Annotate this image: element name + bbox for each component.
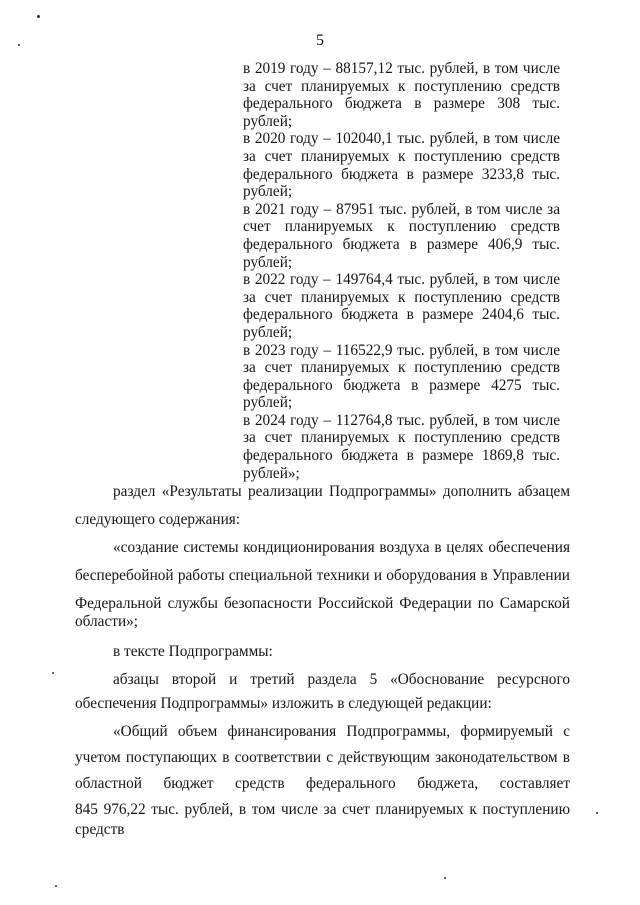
funding-line: в 2022 году – 149764,4 тыс. рублей, в том числе <box>243 271 560 289</box>
funding-line: за счет планируемых к поступлению средств <box>243 77 560 95</box>
paragraph-line: Федеральной службы безопасности Российской Федерации по Самарской <box>75 595 570 612</box>
funding-line: в 2023 году – 116522,9 тыс. рублей, в том числе <box>243 341 560 359</box>
funding-line: рублей; <box>243 183 293 201</box>
funding-line: в 2020 году – 102040,1 тыс. рублей, в том числе <box>243 130 560 148</box>
funding-line: в 2019 году – 88157,12 тыс. рублей, в том числе <box>243 60 560 77</box>
funding-line: федерального бюджета в размере 1869,8 тыс. <box>243 447 560 465</box>
paragraph-line: области»; <box>75 613 139 630</box>
paragraph-line: следующего содержания: <box>75 511 241 528</box>
funding-line: федерального бюджета в размере 2404,6 тыс. <box>243 306 560 324</box>
paragraph-line: 845 976,22 тыс. рублей, в том числе за счет планируемых к поступлению средств <box>75 801 570 838</box>
paragraph-line: учетом поступающих в соответствии с действующим законодательством в <box>75 749 570 766</box>
scan-speck <box>52 672 54 674</box>
funding-line: рублей; <box>243 112 293 130</box>
funding-line: счет планируемых к поступлению средств <box>243 218 560 236</box>
scan-speck <box>55 885 57 887</box>
funding-line: федерального бюджета в размере 308 тыс. <box>243 95 560 113</box>
funding-line: рублей; <box>243 253 293 271</box>
funding-line: за счет планируемых к поступлению средств <box>243 288 560 306</box>
funding-line: за счет планируемых к поступлению средств <box>243 429 560 447</box>
scan-speck <box>37 15 40 18</box>
funding-line: за счет планируемых к поступлению средств <box>243 147 560 165</box>
funding-line: рублей; <box>243 394 293 412</box>
paragraph-line: областной бюджет средств федерального бюджета, составляет <box>75 775 570 792</box>
funding-line: федерального бюджета в размере 4275 тыс. <box>243 376 560 394</box>
paragraph-line: «Общий объем финансирования Подпрограммы, формируемый с <box>113 723 570 740</box>
funding-line: за счет планируемых к поступлению средств <box>243 359 560 377</box>
funding-line: в 2021 году – 87951 тыс. рублей, в том числе за <box>243 200 560 218</box>
paragraph-line: обеспечения Подпрограммы» изложить в следующей редакции: <box>75 695 492 712</box>
paragraph-line: раздел «Результаты реализации Подпрограммы» дополнить абзацем <box>113 483 570 500</box>
paragraph-line: в тексте Подпрограммы: <box>113 643 273 660</box>
funding-line: рублей»; <box>243 464 300 482</box>
funding-by-year-list <box>243 60 560 482</box>
scan-speck <box>444 877 446 879</box>
funding-line: в 2024 году – 112764,8 тыс. рублей, в том числе <box>243 411 560 429</box>
paragraph-line: абзацы второй и третий раздела 5 «Обоснование ресурсного <box>113 671 570 688</box>
funding-line: федерального бюджета в размере 3233,8 тыс. <box>243 165 560 183</box>
scan-speck <box>596 812 598 814</box>
page-number: 5 <box>316 32 324 49</box>
funding-line: рублей; <box>243 323 293 341</box>
funding-line: федерального бюджета в размере 406,9 тыс. <box>243 235 560 253</box>
paragraph-line: бесперебойной работы специальной техники и оборудования в Управлении <box>75 567 570 584</box>
paragraph-line: «создание системы кондиционирования воздуха в целях обеспечения <box>113 539 570 556</box>
scan-speck <box>18 44 20 46</box>
